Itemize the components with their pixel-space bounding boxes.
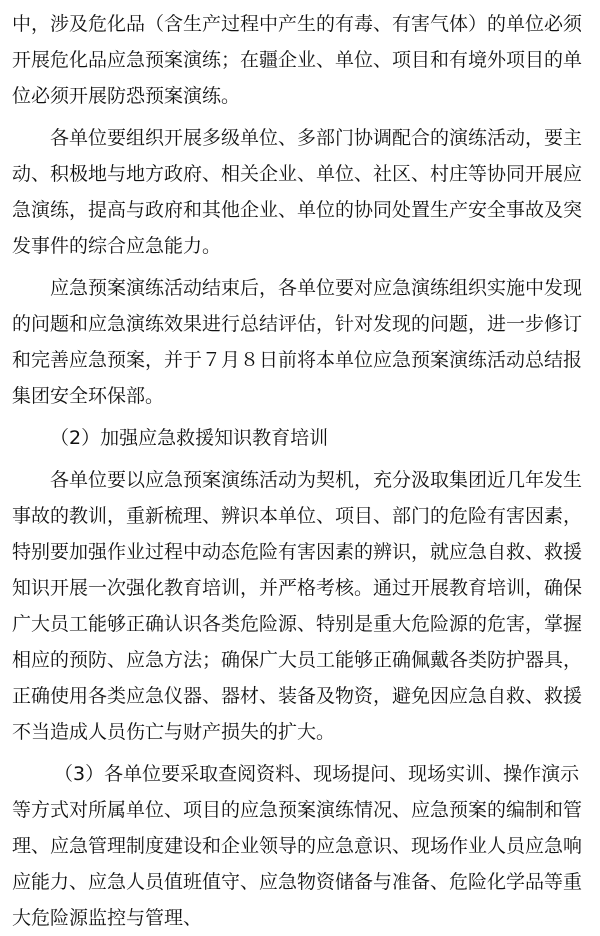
paragraph-inspection-methods: （3）各单位要采取查阅资料、现场提问、现场实训、操作演示等方式对所属单位、项目的应急预案演练情况、应急预案的编制和管理、应急管理制度建设和企业领导的应急意识、现场作业人员应急响应能力、应急人员值班值守、应急物资储备与准备、危险化学品等重大危险源监控与管理、	[12, 763, 583, 929]
section-heading-training: （2）加强应急救援知识教育培训	[50, 427, 329, 449]
paragraph-drill-evaluation: 应急预案演练活动结束后，各单位要对应急演练组织实施中发现的问题和应急演练效果进行总结评估，针对发现的问题，进一步修订和完善应急预案，并于７月８日前将本单位应急预案演练活动总结报集团安全环保部。	[12, 277, 583, 407]
paragraph-hazmat-drills: 中，涉及危化品（含生产过程中产生的有毒、有害气体）的单位必须开展危化品应急预案演练；在疆企业、单位、项目和有境外项目的单位必须开展防恐预案演练。	[12, 13, 583, 107]
paragraph-training: 各单位要以应急预案演练活动为契机，充分汲取集团近几年发生事故的教训，重新梳理、辨识本单位、项目、部门的危险有害因素，特别要加强作业过程中动态危险有害因素的辨识，就应急自救、救援知识开展一次强化教育培训，并严格考核。通过开展教育培训，确保广大员工能够正确认识各类危险源、特别是重大危险源的危害，掌握相应的预防、应急方法；确保广大员工能够正确佩戴各类防护器具，正确使用各类应急仪器、器材、装备及物资，避免因应急自救、救援不当造成人员伤亡与财产损失的扩大。	[12, 469, 583, 743]
paragraph-coordinated-drills: 各单位要组织开展多级单位、多部门协调配合的演练活动，要主动、积极地与地方政府、相关企业、单位、社区、村庄等协同开展应急演练，提高与政府和其他企业、单位的协同处置生产安全事故及突发事件的综合应急能力。	[12, 127, 583, 257]
